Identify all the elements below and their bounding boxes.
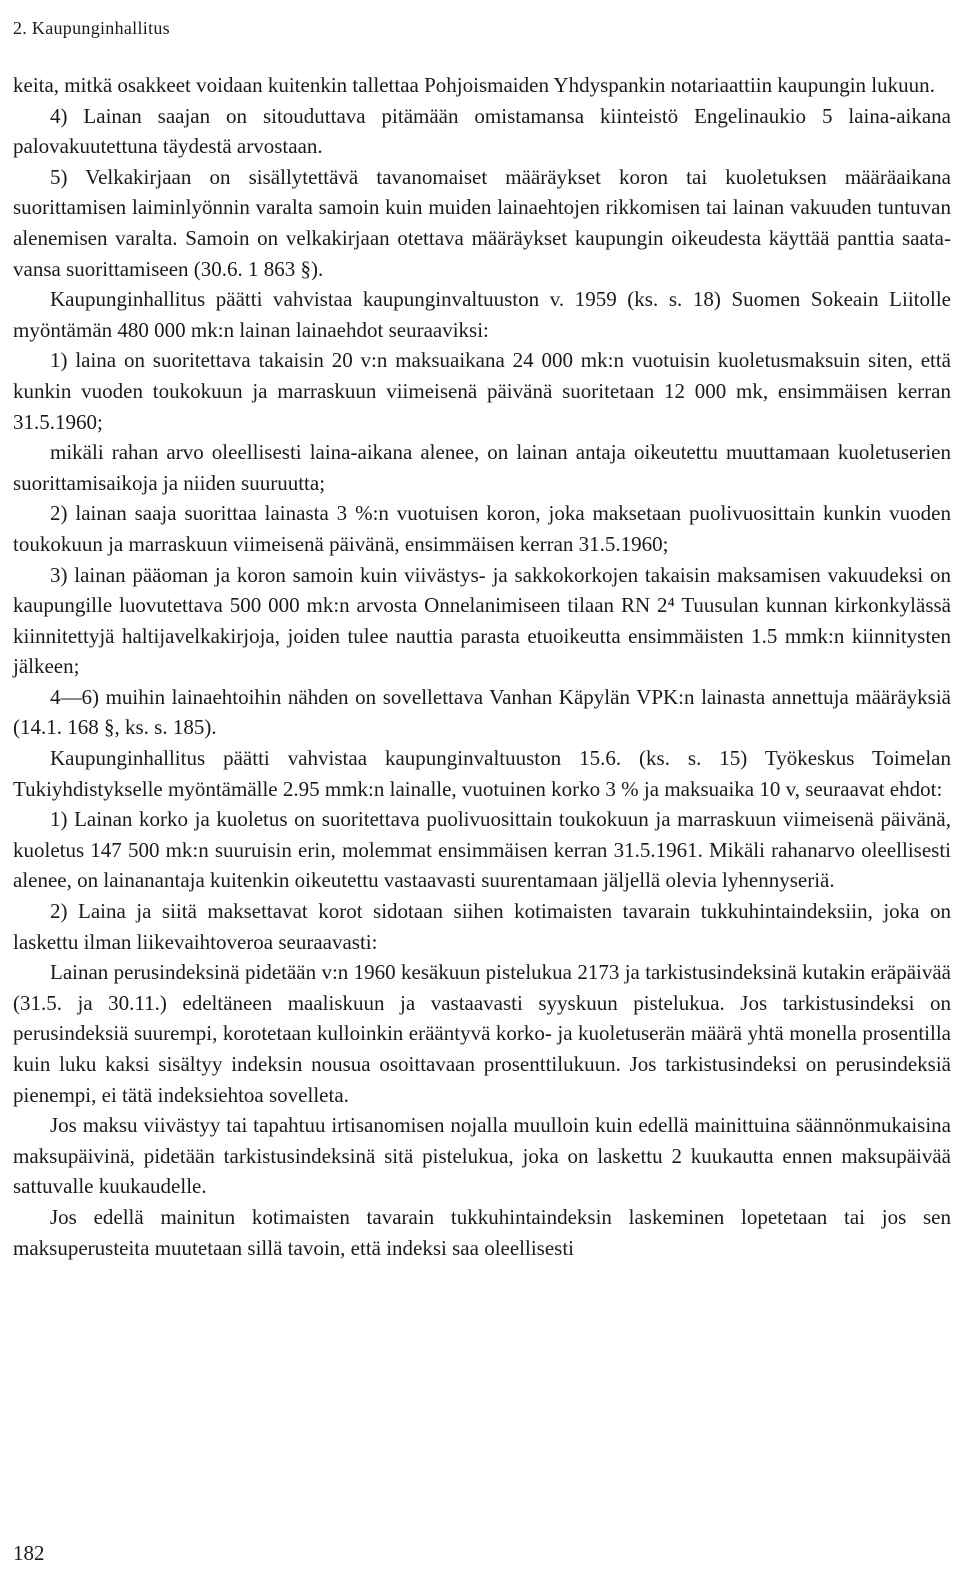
paragraph: 5) Velkakirjaan on sisällytettävä tavanomaiset määräykset koron tai kuoletuksen määräaikana suorittamisen laiminlyönnin varalta samoin kuin muiden lainaehtojen rikkomisen tai lainan vakuuden tuntuvan alenemisen varalta. Samoin on velkakirjaan otettava määräykset kaupungin oikeudesta käyttää panttia saatavansa suorittamiseen (30.6. 1 863 §).	[13, 164, 951, 281]
paragraph: mikäli rahan arvo oleellisesti laina-aikana alenee, on lainan antaja oikeutettu muuttamaan kuoletuserien suorittamisaikoja ja niiden suuruutta;	[13, 440, 951, 495]
paragraph: Jos maksu viivästyy tai tapahtuu irtisanomisen nojalla muulloin kuin edellä mainittuina säännönmukaisina maksupäivinä, pidetään tarkistusindeksinä sitä pistelukua, joka on laskettu 2 kuukautta ennen maksupäivää sattuvalle kuukaudelle.	[13, 1113, 951, 1199]
paragraph: 2) Laina ja siitä maksettavat korot sidotaan siihen kotimaisten tavarain tukkuhintaindeksiin, joka on laskettu ilman liikevaihtoveroa seuraavasti:	[13, 899, 951, 954]
paragraph: Jos edellä mainitun kotimaisten tavarain tukkuhintaindeksin laskeminen lopetetaan tai jos sen maksuperusteita muutetaan sillä tavoin, että indeksi saa oleellisesti	[13, 1204, 951, 1260]
paragraph: 1) Lainan korko ja kuoletus on suoritettava puolivuosittain toukokuun ja marraskuun viimeisenä päivänä, kuoletus 147 500 mk:n suuruisin erin, molemmat ensimmäisen kerran 31.5.1961. Mikäli rahanarvo oleellisesti alenee, on lainanantaja kuitenkin oikeutettu vastaavasti suurentamaan jäljellä olevia lyhennyseriä.	[13, 807, 951, 893]
paragraph: 4—6) muihin lainaehtoihin nähden on sovellettava Vanhan Käpylän VPK:n lainasta annettuja määräyksiä (14.1. 168 §, ks. s. 185).	[13, 684, 951, 740]
paragraph: 3) lainan pääoman ja koron samoin kuin viivästys- ja sakkokorkojen takaisin maksamisen vakuudeksi on kaupungille luovutettava 500 000 mk:n arvosta Onnelanimiseen tilaan RN 2⁴ Tuusulan kunnan kirkonkylässä kiinnitettyjä haltijavelkakirjoja, joiden tulee nauttia parasta etuoikeutta ensimmäisten 1.5 mmk:n kiinnitysten jälkeen;	[13, 562, 951, 679]
paragraph: keita, mitkä osakkeet voidaan kuitenkin tallettaa Pohjoismaiden Yhdyspankin notariaattiin kaupungin lukuun.	[13, 73, 935, 97]
paragraph: Kaupunginhallitus päätti vahvistaa kaupunginvaltuuston 15.6. (ks. s. 15) Työkeskus Toimelan Tukiyhdistykselle myöntämälle 2.95 mmk:n lainalle, vuotuinen korko 3 % ja maksuaika 10 v, seuraavat ehdot:	[13, 746, 951, 801]
page-header: 2. Kaupunginhallitus	[13, 18, 170, 38]
document-body	[13, 70, 951, 1263]
paragraph: 1) laina on suoritettava takaisin 20 v:n maksuaikana 24 000 mk:n vuotuisin kuoletusmaksuin siten, että kunkin vuoden toukokuun ja marraskuun viimeisenä päivänä suoritetaan 12 000 mk, ensimmäisen kerran 31.5.1960;	[13, 348, 951, 434]
paragraph: Lainan perusindeksinä pidetään v:n 1960 kesäkuun pistelukua 2173 ja tarkistusindeksinä kutakin eräpäivää (31.5. ja 30.11.) edeltäneen maaliskuun ja vastaavasti syyskuun pistelukua. Jos tarkistusindeksi on perusindeksiä suurempi, korotetaan kulloinkin erääntyvä korko- ja kuoletuserän määrä yhtä monella prosentilla kuin luku kaksi sisältyy indeksin nousua osoittavaan prosenttilukuun. Jos tarkistusindeksi on perusindeksiä pienempi, ei tätä indeksiehtoa sovelleta.	[13, 960, 951, 1107]
paragraph: 2) lainan saaja suorittaa lainasta 3 %:n vuotuisen koron, joka maksetaan puolivuosittain kunkin vuoden toukokuun ja marraskuun viimeisenä päivänä, ensimmäisen kerran 31.5.1960;	[13, 501, 951, 556]
page-number: 182	[13, 1541, 45, 1565]
paragraph: 4) Lainan saajan on sitouduttava pitämään omistamansa kiinteistö Engelinaukio 5 laina-aikana palovakuutettuna täydestä arvostaan.	[13, 103, 951, 159]
paragraph: Kaupunginhallitus päätti vahvistaa kaupunginvaltuuston v. 1959 (ks. s. 18) Suomen Sokeain Liitolle myöntämän 480 000 mk:n lainan lainaehdot seuraaviksi:	[13, 287, 951, 342]
